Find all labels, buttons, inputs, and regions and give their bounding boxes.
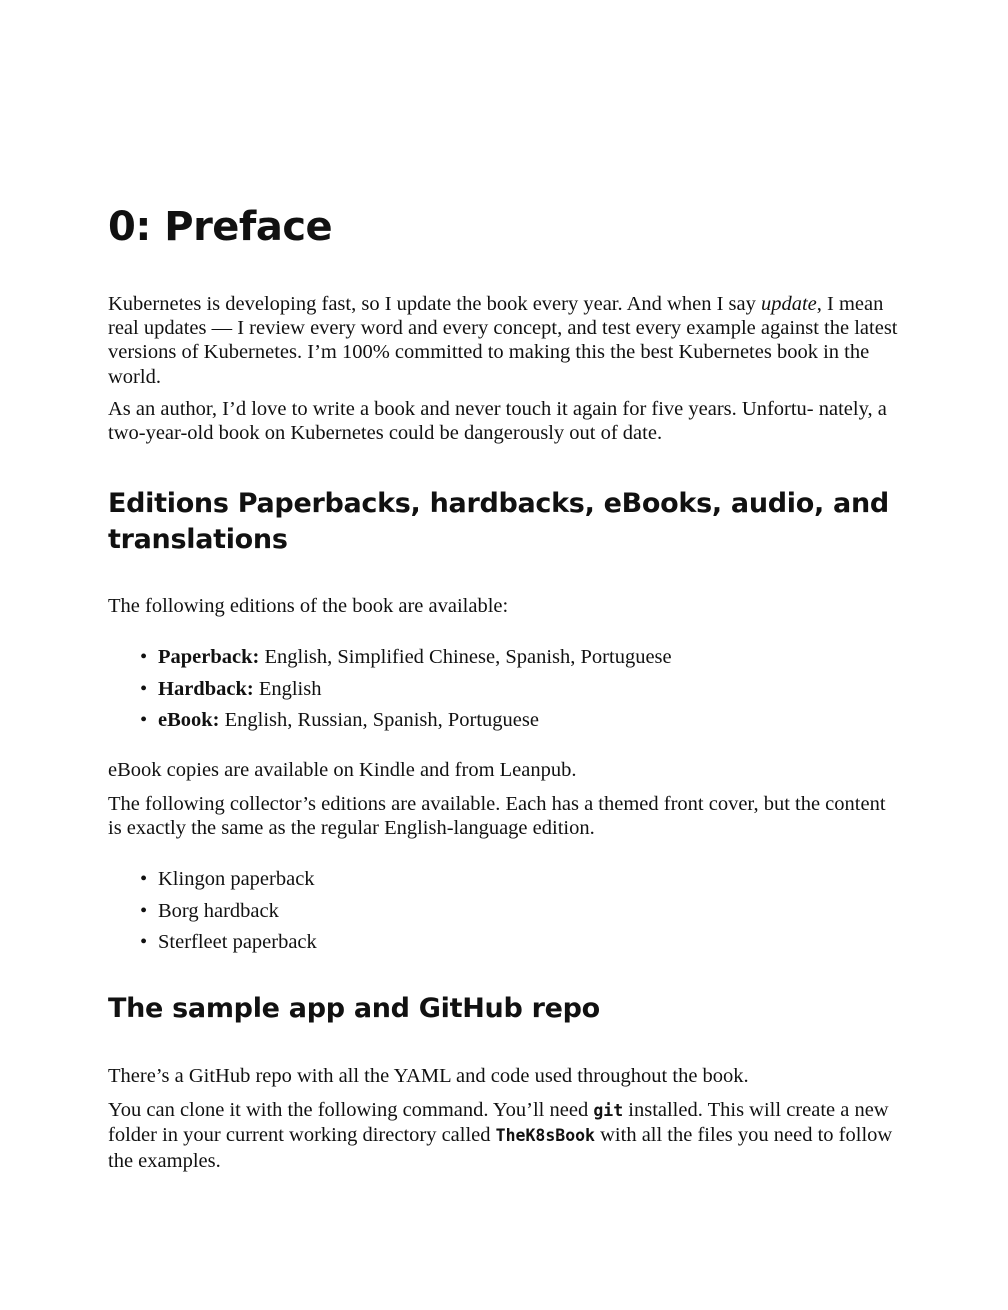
list-item — [140, 867, 317, 899]
intro-p1-emphasis: update — [760, 293, 817, 315]
sample-section-heading — [108, 991, 898, 1027]
inline-code-git: git — [593, 1101, 624, 1121]
collector-item: Sterfleet paperback — [158, 931, 317, 953]
bullet-icon: • — [140, 899, 148, 922]
editions-section-heading — [108, 486, 898, 558]
sample-p2-text: You can clone it with the following command. You’ll need — [108, 1099, 594, 1122]
sample-p2-text-end: with all the files you need to follow the examples. — [108, 1124, 893, 1172]
editions-heading: Editions Paperbacks, hardbacks, eBooks, audio, and translations — [108, 488, 889, 555]
edition-languages: English — [253, 677, 322, 700]
edition-label: Hardback: — [158, 677, 254, 700]
sample-section-body — [108, 1064, 898, 1173]
sample-paragraph-2 — [108, 1098, 898, 1173]
list-item — [140, 645, 672, 677]
ebook-note: eBook copies are available on Kindle and from Leanpub. — [108, 759, 577, 781]
editions-intro-block — [108, 594, 898, 618]
intro-paragraph-1 — [108, 292, 898, 389]
bullet-icon: • — [140, 646, 148, 668]
collector-item: Klingon paperback — [158, 868, 315, 890]
inline-code-folder: TheK8sBook — [495, 1126, 595, 1146]
list-item — [140, 708, 672, 740]
sample-paragraph-1: There’s a GitHub repo with all the YAML and code used throughout the book. — [108, 1065, 749, 1087]
list-item — [140, 899, 317, 931]
edition-languages: English, Russian, Spanish, Portuguese — [219, 709, 539, 731]
sample-p2-text-mid: installed. This will create a new folder in your current working directory called — [108, 1099, 889, 1147]
editions-intro: The following editions of the book are available: — [108, 595, 509, 617]
editions-list — [140, 645, 672, 740]
edition-label: Paperback: — [158, 646, 260, 668]
bullet-icon: • — [140, 709, 148, 731]
intro-section — [108, 292, 898, 445]
intro-p1-text-end: , I mean real updates — I review every word and every concept, and test every example against the latest versions of Kubernetes. I’m 100% committed to making this the best Kubernetes book in the world. — [108, 293, 898, 388]
intro-p1-text: Kubernetes is developing fast, so I update the book every year. And when I say — [108, 293, 761, 315]
editions-notes — [108, 758, 898, 841]
bullet-icon: • — [140, 868, 148, 890]
collector-list — [140, 867, 317, 962]
intro-paragraph-2: As an author, I’d love to write a book and never touch it again for five years. Unfortu- nately, a two-year-old book on Kubernetes could be dangerously out of date. — [108, 397, 887, 445]
collector-item: Borg hardback — [158, 899, 279, 922]
page-title: 0: Preface — [108, 204, 333, 250]
bullet-icon: • — [140, 677, 148, 700]
list-item — [140, 930, 317, 962]
bullet-icon: • — [140, 931, 148, 953]
list-item — [140, 677, 672, 709]
edition-languages: English, Simplified Chinese, Spanish, Portuguese — [259, 646, 672, 668]
edition-label: eBook: — [158, 709, 220, 731]
collector-intro: The following collector’s editions are available. Each has a themed front cover, but the content is exactly the same as the regular English-language edition. — [108, 793, 886, 840]
sample-heading: The sample app and GitHub repo — [108, 993, 600, 1024]
